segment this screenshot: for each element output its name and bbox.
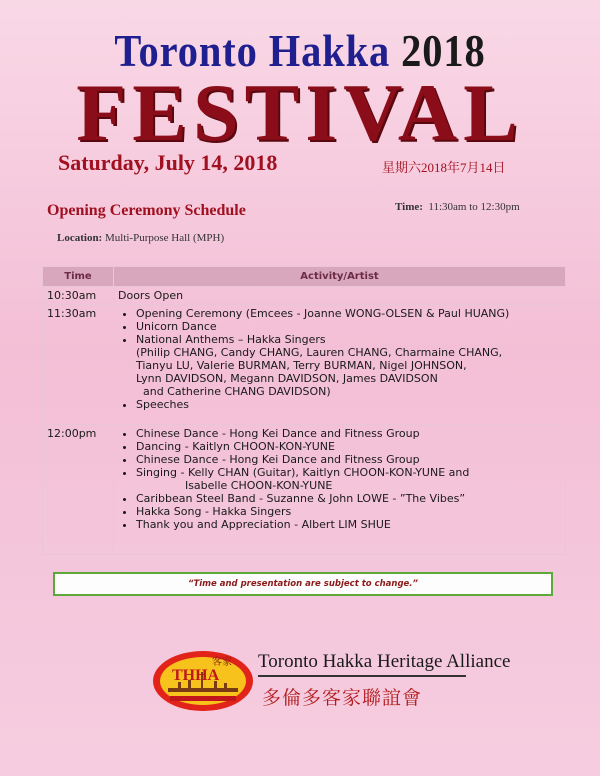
event-date-english: Saturday, July 14, 2018 [58, 150, 278, 175]
activity-list [118, 427, 561, 531]
list-item: • Caribbean Steel Band - Suzanne & John LOWE - ”The Vibes” [136, 492, 561, 505]
schedule-change-notice: “Time and presentation are subject to change.” [53, 572, 553, 596]
organization-name-chinese: 多倫多客家聯誼會 [262, 687, 423, 709]
location-label: Location: [57, 232, 103, 244]
anthem-singers-line: Tianyu LU, Valerie BURMAN, Terry BURMAN, Nigel JOHNSON, [136, 359, 467, 372]
table-row [43, 287, 566, 305]
anthem-singers-line: (Philip CHANG, Candy CHANG, Lauren CHANG, Charmaine CHANG, [136, 346, 503, 359]
list-item: • Chinese Dance - Hong Kei Dance and Fitness Group [136, 453, 561, 466]
row-activity [114, 305, 566, 425]
list-item: • Chinese Dance - Hong Kei Dance and Fitness Group [136, 427, 561, 440]
organization-name-english: Toronto Hakka Heritage Alliance [258, 651, 511, 672]
festival-title: FESTIVAL [76, 67, 524, 158]
list-item [136, 466, 561, 492]
title-year: 2018 [401, 25, 486, 76]
list-item: • Unicorn Dance [136, 320, 561, 333]
schedule-table [42, 266, 566, 555]
header-time: Time [43, 267, 114, 287]
location-value: Multi-Purpose Hall (MPH) [104, 232, 225, 244]
time-label: Time: [395, 201, 423, 213]
row-time: 12:00pm [43, 425, 114, 555]
list-item: • Speeches [136, 398, 561, 411]
list-item: • Opening Ceremony (Emcees - Joanne WONG-OLSEN & Paul HUANG) [136, 307, 561, 320]
table-row [43, 305, 566, 425]
row-time: 10:30am [43, 287, 114, 305]
logo-skyline [168, 688, 238, 692]
event-time [395, 201, 520, 213]
title-prefix: Toronto Hakka [114, 25, 391, 76]
anthem-title: National Anthems – Hakka Singers [136, 333, 326, 346]
table-row [43, 425, 566, 555]
anthem-singers-line: Lynn DAVIDSON, Megann DAVIDSON, James DAVIDSON [136, 372, 438, 385]
row-activity: Doors Open [114, 287, 566, 305]
section-title: Opening Ceremony Schedule [47, 202, 246, 219]
header-activity: Activity/Artist [114, 267, 566, 287]
table-header-row [43, 267, 566, 287]
list-item: • Hakka Song - Hakka Singers [136, 505, 561, 518]
anthem-singers-line: and Catherine CHANG DAVIDSON) [136, 385, 331, 398]
singing-sub-line: Isabelle CHOON-KON-YUNE [136, 479, 333, 492]
logo-chinese-text: 客家 [212, 657, 232, 668]
event-date-chinese: 星期六2018年7月14日 [382, 160, 506, 175]
thha-logo [152, 650, 254, 712]
time-value: 11:30am to 12:30pm [428, 201, 520, 213]
row-time: 11:30am [43, 305, 114, 425]
row-activity [114, 425, 566, 555]
singing-title: Singing - Kelly CHAN (Guitar), Kaitlyn CHOON-KON-YUNE and [136, 466, 470, 479]
list-item: • Thank you and Appreciation - Albert LIM SHUE [136, 518, 561, 531]
list-item [136, 333, 561, 398]
list-item: • Dancing - Kaitlyn CHOON-KON-YUNE [136, 440, 561, 453]
logo-abbreviation: THHA [172, 667, 220, 684]
event-location [57, 232, 224, 244]
activity-list [118, 307, 561, 411]
organization-divider [258, 675, 466, 677]
